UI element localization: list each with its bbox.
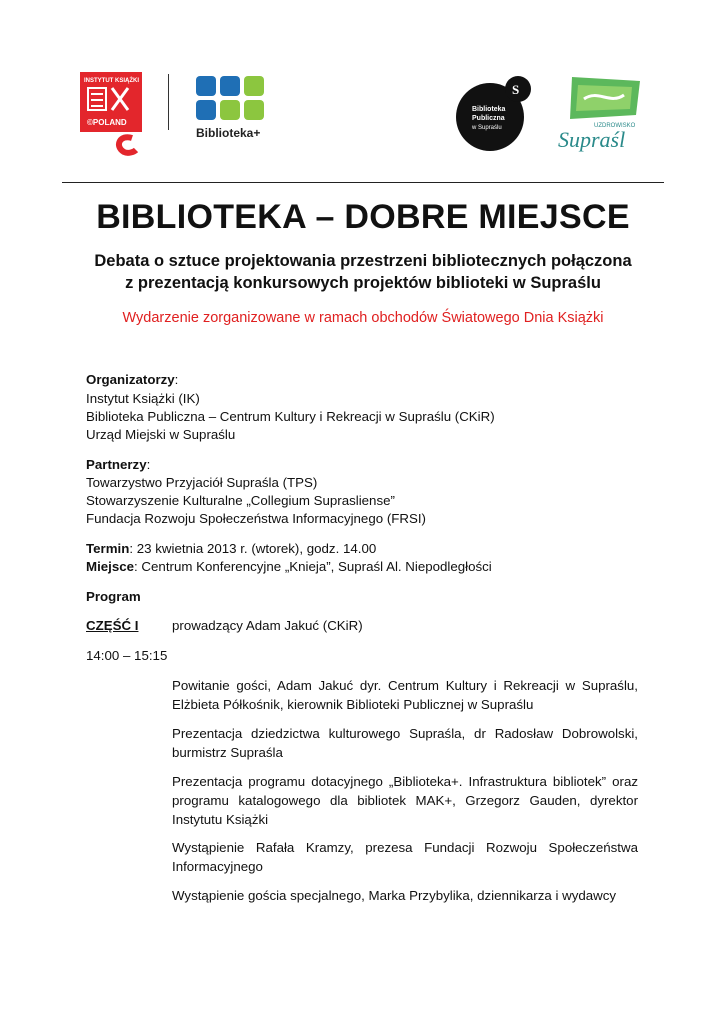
event-date — [86, 539, 376, 558]
svg-text:UZDROWISKO: UZDROWISKO — [594, 123, 636, 129]
partner-item: Stowarzyszenie Kulturalne „Collegium Suprasliense” — [86, 493, 395, 508]
organizer-item: Instytut Książki (IK) — [86, 391, 200, 406]
program-time: 14:00 – 15:15 — [86, 648, 168, 663]
page-title: BIBLIOTEKA – DOBRE MIEJSCE — [96, 198, 630, 236]
partner-item: Towarzystwo Przyjaciół Supraśla (TPS) — [86, 475, 318, 490]
program-item: Prezentacja programu dotacyjnego „Biblioteka+. Infrastruktura bibliotek” oraz programu katalogowego dla bibliotek MAK+, Grzegorz Gauden, dyrektor Instytutu Książki — [172, 774, 638, 827]
organizer-item: Urząd Miejski w Supraślu — [86, 427, 236, 442]
place-value: : Centrum Konferencyjne „Knieja”, Supraśl Al. Niepodległości — [134, 559, 492, 574]
header-divider — [62, 182, 664, 183]
partners-label: Partnerzy — [86, 457, 147, 472]
organizers-label: Organizatorzy — [86, 372, 175, 387]
organizers-heading: Organizatorzy: — [86, 372, 179, 387]
event-note: Wydarzenie zorganizowane w ramach obchodów Światowego Dnia Książki — [122, 310, 604, 326]
svg-text:Publiczna: Publiczna — [472, 115, 505, 122]
biblioteka-plus-logo — [196, 76, 268, 127]
subtitle-line-2: z prezentacją konkursowych projektów biblioteki w Supraślu — [125, 274, 601, 292]
subtitle-line-1: Debata o sztuce projektowania przestrzeni bibliotecznych połączona — [94, 252, 632, 270]
svg-text:Supraśl: Supraśl — [558, 127, 626, 152]
svg-text:Biblioteka: Biblioteka — [472, 106, 506, 113]
program-host: prowadzący Adam Jakuć (CKiR) — [172, 618, 363, 633]
program-item: Prezentacja dziedzictwa kulturowego Supraśla, dr Radosław Dobrowolski, burmistrz Supraśla — [172, 726, 638, 760]
partner-item: Fundacja Rozwoju Społeczeństwa Informacyjnego (FRSI) — [86, 511, 426, 526]
program-item: Wystąpienie Rafała Kramzy, prezesa Fundacji Rozwoju Społeczeństwa Informacyjnego — [172, 840, 638, 874]
date-value: : 23 kwietnia 2013 r. (wtorek), godz. 14.00 — [129, 541, 377, 556]
program-part-label: CZĘŚĆ I — [86, 618, 139, 633]
organizer-item: Biblioteka Publiczna – Centrum Kultury i Rekreacji w Supraślu (CKiR) — [86, 409, 495, 424]
ik-logo-text: INSTYTUT KSIĄŻKI — [84, 78, 139, 84]
program-item: Wystąpienie gościa specjalnego, Marka Przybylika, dziennikarza i wydawcy — [172, 888, 617, 903]
biblioteka-plus-caption: Biblioteka+ — [196, 126, 261, 140]
program-heading: Program — [86, 589, 141, 604]
logo-divider — [168, 74, 169, 130]
partners-heading: Partnerzy: — [86, 457, 151, 472]
svg-text:©POLAND: ©POLAND — [87, 118, 127, 127]
event-place — [86, 557, 492, 576]
svg-text:w Supraślu: w Supraślu — [472, 125, 502, 131]
instytut-ksiazki-logo — [80, 72, 142, 156]
date-label: Termin — [86, 541, 130, 556]
suprasl-logo — [550, 75, 650, 153]
svg-text:S: S — [512, 82, 520, 97]
program-item: Powitanie gości, Adam Jakuć dyr. Centrum Kultury i Rekreacji w Supraślu, Elżbieta Półkośnik, kierownik Biblioteki Publicznej w Supraślu — [172, 678, 638, 712]
place-label: Miejsce — [86, 559, 135, 574]
biblioteka-publiczna-logo — [454, 75, 534, 153]
